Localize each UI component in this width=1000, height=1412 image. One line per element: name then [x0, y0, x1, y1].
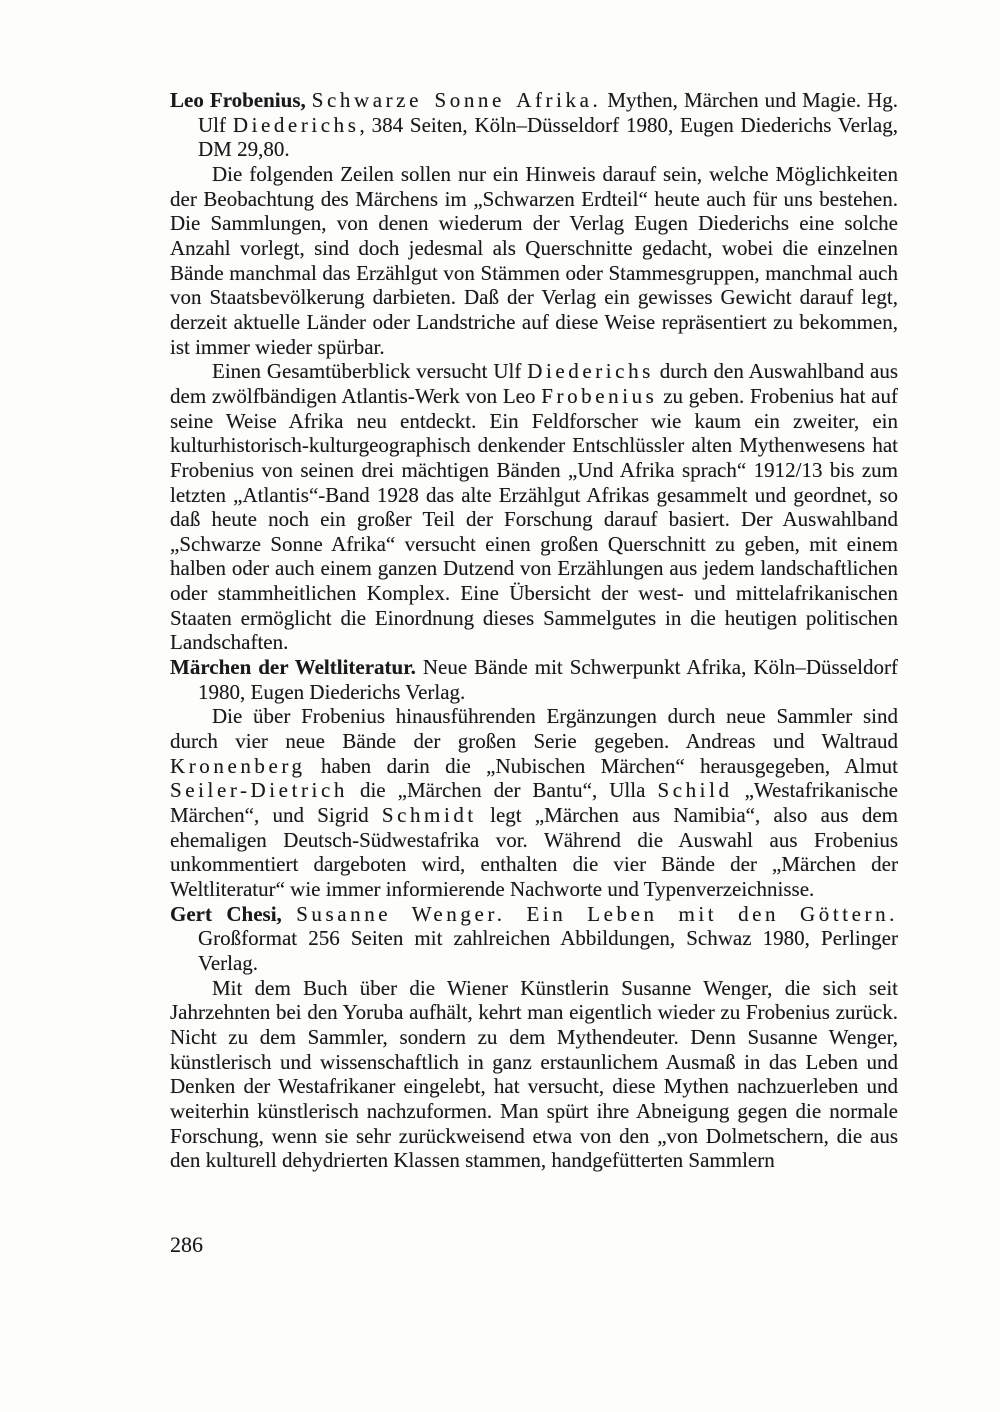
- bib-entry-weltliteratur: [170, 655, 898, 704]
- name-schild-spaced: Schild: [657, 778, 733, 803]
- name-frobenius-spaced: Frobenius: [541, 383, 658, 408]
- paragraph-4: [170, 976, 898, 1173]
- bib-entry-subtitle: Mythen, Märchen und Magie. Hg. Ulf: [198, 88, 898, 137]
- paragraph-1-text: Die folgenden Zeilen sollen nur ein Hinweis darauf sein, welche Möglichkeiten der Beobachtung des Märchens im „Schwarzen Erdteil“ heute auch für uns bestehen. Die Sammlungen, von denen wiederum der Verlag Eugen Diederichs eine solche Anzahl vorlegt, sind doch jedesmal als Querschnitte gedacht, wobei die einzelnen Bände manchmal das Erzählgut von Stämmen oder Stammesgruppen, manchmal auch von Staatsbevölkerung darbieten. Daß der Verlag ein gewisses Gewicht darauf legt, derzeit aktuelle Länder oder Landstriche auf diese Weise repräsentiert zu bekommen, ist immer wieder spürbar.: [170, 161, 898, 359]
- bib-entry-details: , 384 Seiten, Köln–Düsseldorf 1980, Eugen Diederichs Verlag, DM 29,80.: [198, 112, 898, 162]
- bib-entry-title-spaced: Susanne Wenger. Ein Leben mit den Göttern.: [296, 901, 898, 926]
- name-diederichs-spaced: Diederichs: [527, 359, 654, 384]
- bib-entry-details: Neue Bände mit Schwerpunkt Afrika, Köln–Düsseldorf 1980, Eugen Diederichs Verlag.: [198, 655, 898, 704]
- bib-entry-title-spaced: Schwarze Sonne Afrika.: [311, 88, 602, 112]
- bib-entry-chesi: [170, 902, 898, 976]
- paragraph-4-text: Mit dem Buch über die Wiener Künstlerin Susanne Wenger, die sich seit Jahrzehnten bei den Yoruba aufhält, kehrt man eigentlich wieder zu Frobenius zurück. Nicht zu dem Sammler, sondern zu dem Mythendeuter. Denn Susanne Wenger, künstlerisch und wissenschaftlich in ganz erstaunlichem Ausmaß in das Leben und Denken der Westafrikaner eingelebt, hat versucht, diese Mythen nachzuerleben und weiterhin künstlerisch nachzuformen. Man spürt ihre Abneigung gegen die normale Forschung, wenn sie sehr zurückweisend etwa von den „von Dolmetschern, die aus den kulturell dehydrierten Klassen stammen, handgefütterten Sammlern: [170, 975, 898, 1173]
- paragraph-3-text: haben darin die „Nubischen Märchen“ herausgegeben, Almut: [305, 753, 898, 778]
- paragraph-3-text: „Westafrikanische Märchen“, und Sigrid: [170, 778, 898, 828]
- paragraph-3-text: die „Märchen der Bantu“, Ulla: [347, 778, 658, 803]
- page-number: 286: [170, 1232, 203, 1257]
- bib-entry-author: Gert Chesi,: [170, 901, 297, 926]
- paragraph-2: [170, 359, 898, 655]
- paragraph-2-text: zu geben. Frobenius hat auf seine Weise Afrika neu entdeckt. Ein Feldforscher wie kaum ein zweiter, ein kulturhistorisch-kulturgeographisch denkender Entschlüssler alten Mythenwesens hat Frobenius von seinen drei mächtigen Bänden „Und Afrika sprach“ 1912/13 bis zum letzten „Atlantis“-Band 1928 das alte Erzählgut Afrikas gesammelt und geordnet, so daß heute noch ein großer Teil der Forschung darauf basiert. Der Auswahlband „Schwarze Sonne Afrika“ versucht einen großen Querschnitt zu geben, mit einem halben oder auch einem ganzen Dutzend von Erzählungen aus jedem landschaftlichen oder stammheitlichen Komplex. Eine Übersicht der west- und mittelafrikanischen Staaten ermöglicht die Einordnung dieses Sammelgutes in die heutigen politischen Landschaften.: [170, 383, 898, 655]
- name-schmidt-spaced: Schmidt: [381, 803, 477, 828]
- paragraph-2-text: Einen Gesamtüberblick versucht Ulf: [212, 359, 528, 384]
- paragraph-3-text: legt „Märchen aus Namibia“, also aus dem ehemaligen Deutsch-Südwestafrika vor. Während die Auswahl aus Frobenius unkommentiert dargeboten wird, enthalten die vier Bände der „Märchen der Weltliteratur“ wie immer informierende Nachworte und Typenverzeichnisse.: [170, 803, 898, 901]
- paragraph-2-text: durch den Auswahlband aus dem zwölfbändigen Atlantis-Werk von Leo: [170, 359, 898, 408]
- name-kronenberg-spaced: Kronenberg: [170, 753, 306, 778]
- bib-entry-frobenius: [170, 88, 898, 162]
- paragraph-3-text: Die über Frobenius hinausführenden Ergänzungen durch neue Sammler sind durch vier neue Bände der großen Serie gegeben. Andreas und Waltraud: [170, 704, 898, 754]
- bib-entry-series-title: Märchen der Weltliteratur.: [170, 655, 416, 680]
- paragraph-1: [170, 162, 898, 359]
- text-block: [170, 88, 898, 1173]
- bib-entry-author: Leo Frobenius,: [170, 88, 312, 112]
- paragraph-3: [170, 704, 898, 901]
- name-seiler-dietrich-spaced: Seiler-Dietrich: [170, 778, 348, 803]
- bib-entry-editor-spaced: Diederichs: [232, 112, 360, 137]
- bib-entry-details: Großformat 256 Seiten mit zahlreichen Abbildungen, Schwaz 1980, Perlinger Verlag.: [198, 926, 898, 975]
